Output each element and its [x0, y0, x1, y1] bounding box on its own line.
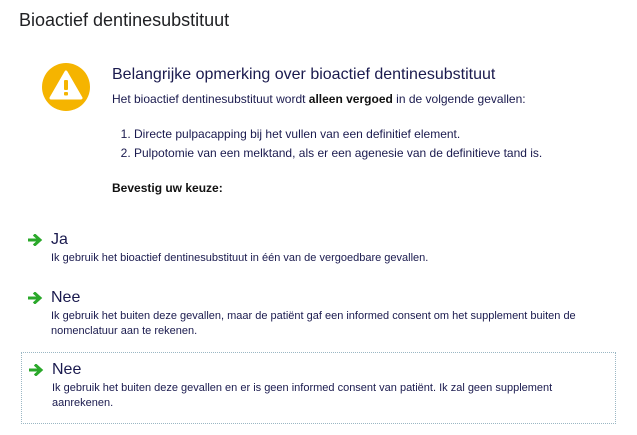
notice	[112, 65, 622, 195]
notice-intro-bold: alleen vergoed	[308, 92, 393, 106]
arrow-right-icon	[28, 292, 44, 304]
notice-intro-text: Het bioactief dentinesubstituut wordt	[112, 92, 309, 106]
arrow-right-icon	[29, 364, 45, 376]
option-title: Nee	[52, 361, 82, 378]
option-yes[interactable]	[21, 223, 616, 272]
case-item: 1. Directe pulpacapping bij het vullen van een definitief element.	[134, 125, 622, 144]
option-no-consent[interactable]	[21, 281, 616, 345]
option-title: Nee	[51, 289, 81, 306]
option-description: Ik gebruik het bioactief dentinesubstituut in één van de vergoedbare gevallen.	[51, 252, 429, 264]
arrow-right-icon	[28, 234, 44, 246]
warning-icon	[42, 63, 90, 111]
notice-intro-text-end: in de volgende gevallen:	[392, 92, 526, 106]
cases-list	[112, 125, 622, 163]
case-item: 2. Pulpotomie van een melktand, als er een agenesie van de definitieve tand is.	[134, 144, 622, 163]
notice-intro	[112, 91, 622, 107]
dialog-title: Bioactief dentinesubstituut	[19, 10, 230, 30]
option-no-without-consent[interactable]	[21, 352, 616, 424]
notice-heading: Belangrijke opmerking over bioactief dentinesubstituut	[112, 66, 496, 83]
option-description: Ik gebruik het buiten deze gevallen en er is geen informed consent van patiënt. Ik zal geen supplement aanrekenen.	[52, 382, 553, 409]
option-description: Ik gebruik het buiten deze gevallen, maar de patiënt gaf een informed consent om het supplement buiten de nomenclatuur aan te rekenen.	[51, 310, 576, 337]
confirm-label: Bevestig uw keuze:	[112, 181, 223, 195]
option-title: Ja	[51, 231, 68, 248]
